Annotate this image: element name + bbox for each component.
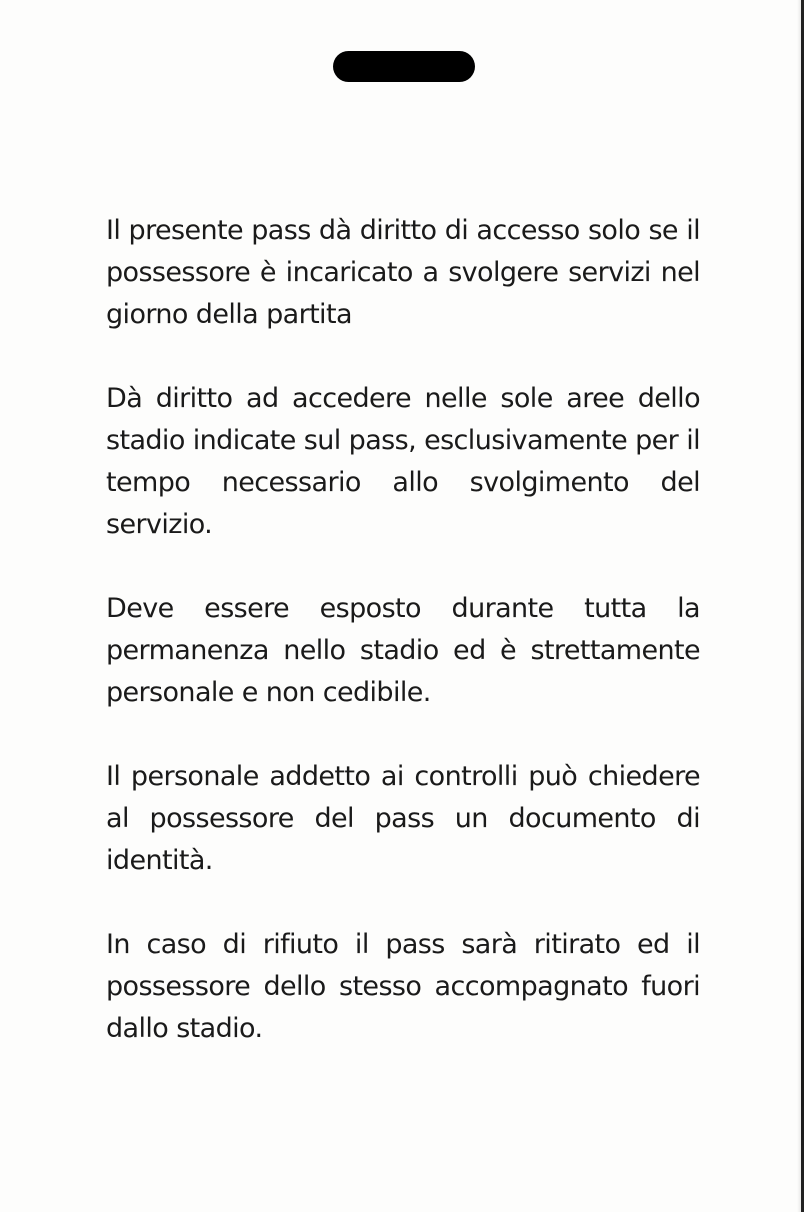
paragraph-refusal: In caso di rifiuto il pass sarà ritirato ed il possessore dello stesso accompagnato fuori dallo stadio. (106, 929, 700, 1044)
terms-text (106, 210, 700, 1092)
lanyard-slot (333, 51, 475, 82)
paragraph-access: Il presente pass dà diritto di accesso solo se il possessore è incaricato a svolgere servizi nel giorno della partita (106, 215, 700, 330)
paragraph-areas: Dà diritto ad accedere nelle sole aree dello stadio indicate sul pass, esclusivamente per il tempo necessario allo svolgimento del servizio. (106, 383, 700, 540)
paragraph-identity: Il personale addetto ai controlli può chiedere al possessore del pass un documento di identità. (106, 761, 700, 876)
paragraph-display: Deve essere esposto durante tutta la permanenza nello stadio ed è strettamente personale e non cedibile. (106, 593, 700, 708)
